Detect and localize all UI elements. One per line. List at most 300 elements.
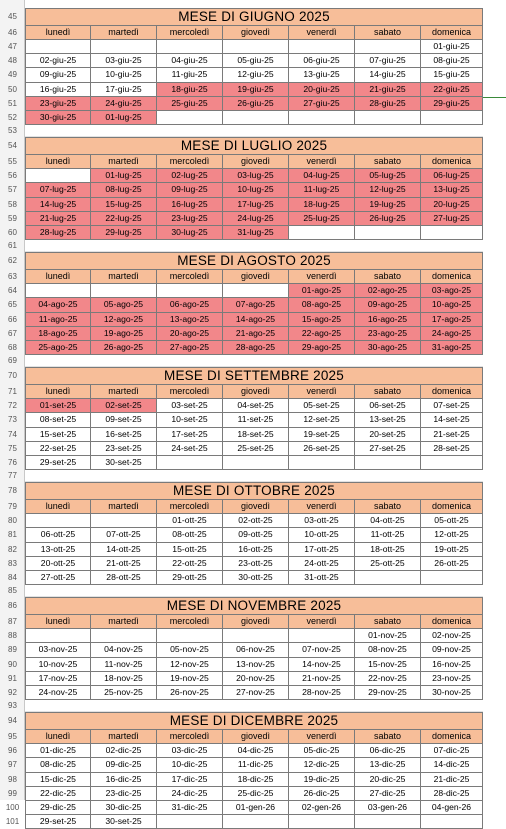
date-cell[interactable]: 07-nov-25 <box>289 643 355 657</box>
weekday-header[interactable]: venerdì <box>289 26 355 40</box>
weekday-header[interactable]: domenica <box>421 730 483 744</box>
date-cell[interactable]: 15-set-25 <box>25 428 91 442</box>
date-cell[interactable]: 11-set-25 <box>223 413 289 427</box>
date-cell[interactable]: 17-set-25 <box>157 428 223 442</box>
date-cell[interactable]: 22-dic-25 <box>25 787 91 801</box>
weekday-header[interactable]: martedì <box>91 500 157 514</box>
date-cell[interactable]: 05-ott-25 <box>421 514 483 528</box>
weekday-header[interactable]: lunedì <box>25 615 91 629</box>
weekday-header[interactable]: lunedì <box>25 385 91 399</box>
date-cell[interactable]: 01-ott-25 <box>157 514 223 528</box>
weekday-header[interactable]: sabato <box>355 730 421 744</box>
date-cell[interactable]: 01-giu-25 <box>421 40 483 54</box>
weekday-header[interactable]: giovedì <box>223 615 289 629</box>
date-cell[interactable]: 05-lug-25 <box>355 169 421 183</box>
date-cell[interactable]: 23-ott-25 <box>223 557 289 571</box>
date-cell[interactable]: 25-ott-25 <box>355 557 421 571</box>
date-cell[interactable]: 15-dic-25 <box>25 773 91 787</box>
date-cell[interactable]: 13-set-25 <box>355 413 421 427</box>
date-cell[interactable]: 30-ago-25 <box>355 341 421 355</box>
date-cell[interactable] <box>157 284 223 298</box>
date-cell[interactable]: 16-giu-25 <box>25 83 91 97</box>
date-cell[interactable]: 19-ott-25 <box>421 543 483 557</box>
weekday-header[interactable]: domenica <box>421 270 483 284</box>
date-cell[interactable] <box>223 629 289 643</box>
date-cell[interactable] <box>289 111 355 125</box>
date-cell[interactable]: 28-nov-25 <box>289 686 355 700</box>
date-cell[interactable]: 06-ago-25 <box>157 298 223 312</box>
date-cell[interactable]: 25-giu-25 <box>157 97 223 111</box>
month-title[interactable]: MESE DI AGOSTO 2025 <box>25 252 483 270</box>
date-cell[interactable]: 18-nov-25 <box>91 672 157 686</box>
date-cell[interactable]: 22-set-25 <box>25 442 91 456</box>
date-cell[interactable] <box>157 815 223 829</box>
date-cell[interactable]: 19-giu-25 <box>223 83 289 97</box>
date-cell[interactable]: 25-ago-25 <box>25 341 91 355</box>
weekday-header[interactable]: mercoledì <box>157 26 223 40</box>
date-cell[interactable]: 30-ott-25 <box>223 571 289 585</box>
date-cell[interactable]: 07-dic-25 <box>421 744 483 758</box>
date-cell[interactable]: 08-ago-25 <box>289 298 355 312</box>
date-cell[interactable]: 05-dic-25 <box>289 744 355 758</box>
date-cell[interactable]: 03-gen-26 <box>355 801 421 815</box>
weekday-header[interactable]: giovedì <box>223 155 289 169</box>
date-cell[interactable]: 17-ott-25 <box>289 543 355 557</box>
date-cell[interactable]: 27-nov-25 <box>223 686 289 700</box>
date-cell[interactable] <box>289 629 355 643</box>
date-cell[interactable]: 08-ott-25 <box>157 528 223 542</box>
date-cell[interactable]: 06-dic-25 <box>355 744 421 758</box>
date-cell[interactable]: 11-giu-25 <box>157 68 223 82</box>
date-cell[interactable]: 13-dic-25 <box>355 758 421 772</box>
date-cell[interactable]: 10-giu-25 <box>91 68 157 82</box>
date-cell[interactable]: 12-set-25 <box>289 413 355 427</box>
weekday-header[interactable]: mercoledì <box>157 155 223 169</box>
weekday-header[interactable]: mercoledì <box>157 730 223 744</box>
date-cell[interactable]: 14-lug-25 <box>25 198 91 212</box>
date-cell[interactable]: 13-nov-25 <box>223 658 289 672</box>
date-cell[interactable]: 26-giu-25 <box>223 97 289 111</box>
date-cell[interactable]: 14-nov-25 <box>289 658 355 672</box>
weekday-header[interactable]: lunedì <box>25 26 91 40</box>
weekday-header[interactable]: sabato <box>355 385 421 399</box>
date-cell[interactable]: 12-ott-25 <box>421 528 483 542</box>
date-cell[interactable]: 02-nov-25 <box>421 629 483 643</box>
date-cell[interactable]: 01-lug-25 <box>91 111 157 125</box>
date-cell[interactable]: 25-set-25 <box>223 442 289 456</box>
date-cell[interactable]: 18-dic-25 <box>223 773 289 787</box>
date-cell[interactable]: 23-lug-25 <box>157 212 223 226</box>
date-cell[interactable] <box>91 40 157 54</box>
date-cell[interactable]: 03-dic-25 <box>157 744 223 758</box>
date-cell[interactable]: 18-ago-25 <box>25 327 91 341</box>
date-cell[interactable]: 21-lug-25 <box>25 212 91 226</box>
date-cell[interactable]: 17-nov-25 <box>25 672 91 686</box>
date-cell[interactable]: 01-dic-25 <box>25 744 91 758</box>
date-cell[interactable]: 22-ott-25 <box>157 557 223 571</box>
date-cell[interactable] <box>421 571 483 585</box>
date-cell[interactable] <box>355 111 421 125</box>
date-cell[interactable]: 27-set-25 <box>355 442 421 456</box>
date-cell[interactable]: 27-giu-25 <box>289 97 355 111</box>
date-cell[interactable]: 17-ago-25 <box>421 313 483 327</box>
date-cell[interactable]: 05-ago-25 <box>91 298 157 312</box>
date-cell[interactable]: 20-giu-25 <box>289 83 355 97</box>
weekday-header[interactable]: martedì <box>91 730 157 744</box>
date-cell[interactable]: 26-dic-25 <box>289 787 355 801</box>
date-cell[interactable]: 22-lug-25 <box>91 212 157 226</box>
date-cell[interactable]: 01-lug-25 <box>91 169 157 183</box>
date-cell[interactable] <box>157 456 223 470</box>
date-cell[interactable]: 03-ott-25 <box>289 514 355 528</box>
date-cell[interactable]: 18-ott-25 <box>355 543 421 557</box>
weekday-header[interactable]: mercoledì <box>157 615 223 629</box>
date-cell[interactable] <box>157 40 223 54</box>
date-cell[interactable]: 18-giu-25 <box>157 83 223 97</box>
date-cell[interactable]: 13-ago-25 <box>157 313 223 327</box>
weekday-header[interactable]: lunedì <box>25 155 91 169</box>
date-cell[interactable]: 27-lug-25 <box>421 212 483 226</box>
date-cell[interactable]: 25-nov-25 <box>91 686 157 700</box>
date-cell[interactable]: 09-lug-25 <box>157 183 223 197</box>
date-cell[interactable]: 05-set-25 <box>289 399 355 413</box>
weekday-header[interactable]: giovedì <box>223 500 289 514</box>
date-cell[interactable]: 07-lug-25 <box>25 183 91 197</box>
date-cell[interactable]: 30-giu-25 <box>25 111 91 125</box>
date-cell[interactable] <box>223 40 289 54</box>
date-cell[interactable]: 31-ott-25 <box>289 571 355 585</box>
date-cell[interactable] <box>25 629 91 643</box>
weekday-header[interactable]: domenica <box>421 26 483 40</box>
date-cell[interactable]: 29-lug-25 <box>91 226 157 240</box>
date-cell[interactable]: 15-ago-25 <box>289 313 355 327</box>
date-cell[interactable]: 24-nov-25 <box>25 686 91 700</box>
date-cell[interactable]: 02-lug-25 <box>157 169 223 183</box>
date-cell[interactable]: 06-nov-25 <box>223 643 289 657</box>
date-cell[interactable]: 01-ago-25 <box>289 284 355 298</box>
weekday-header[interactable]: domenica <box>421 615 483 629</box>
date-cell[interactable]: 06-lug-25 <box>421 169 483 183</box>
date-cell[interactable] <box>223 111 289 125</box>
weekday-header[interactable]: mercoledì <box>157 385 223 399</box>
date-cell[interactable] <box>223 284 289 298</box>
date-cell[interactable]: 21-set-25 <box>421 428 483 442</box>
weekday-header[interactable]: giovedì <box>223 26 289 40</box>
date-cell[interactable] <box>355 40 421 54</box>
date-cell[interactable]: 03-giu-25 <box>91 54 157 68</box>
date-cell[interactable]: 16-nov-25 <box>421 658 483 672</box>
date-cell[interactable]: 03-nov-25 <box>25 643 91 657</box>
date-cell[interactable]: 12-dic-25 <box>289 758 355 772</box>
date-cell[interactable]: 07-ott-25 <box>91 528 157 542</box>
date-cell[interactable]: 28-set-25 <box>421 442 483 456</box>
date-cell[interactable] <box>421 226 483 240</box>
date-cell[interactable]: 11-lug-25 <box>289 183 355 197</box>
month-title[interactable]: MESE DI LUGLIO 2025 <box>25 137 483 155</box>
date-cell[interactable]: 10-ago-25 <box>421 298 483 312</box>
date-cell[interactable]: 04-lug-25 <box>289 169 355 183</box>
date-cell[interactable]: 31-dic-25 <box>157 801 223 815</box>
date-cell[interactable]: 16-lug-25 <box>157 198 223 212</box>
date-cell[interactable]: 15-lug-25 <box>91 198 157 212</box>
date-cell[interactable]: 28-ott-25 <box>91 571 157 585</box>
date-cell[interactable]: 04-ott-25 <box>355 514 421 528</box>
date-cell[interactable]: 11-dic-25 <box>223 758 289 772</box>
date-cell[interactable]: 20-dic-25 <box>355 773 421 787</box>
date-cell[interactable] <box>355 456 421 470</box>
date-cell[interactable]: 22-ago-25 <box>289 327 355 341</box>
month-title[interactable]: MESE DI NOVEMBRE 2025 <box>25 597 483 615</box>
date-cell[interactable]: 22-nov-25 <box>355 672 421 686</box>
date-cell[interactable]: 23-nov-25 <box>421 672 483 686</box>
date-cell[interactable]: 02-dic-25 <box>91 744 157 758</box>
date-cell[interactable]: 27-ago-25 <box>157 341 223 355</box>
date-cell[interactable] <box>355 815 421 829</box>
date-cell[interactable]: 23-ago-25 <box>355 327 421 341</box>
weekday-header[interactable]: domenica <box>421 385 483 399</box>
date-cell[interactable]: 27-ott-25 <box>25 571 91 585</box>
date-cell[interactable]: 18-set-25 <box>223 428 289 442</box>
date-cell[interactable]: 29-giu-25 <box>421 97 483 111</box>
date-cell[interactable]: 09-nov-25 <box>421 643 483 657</box>
date-cell[interactable]: 13-giu-25 <box>289 68 355 82</box>
date-cell[interactable]: 14-ago-25 <box>223 313 289 327</box>
weekday-header[interactable]: lunedì <box>25 270 91 284</box>
date-cell[interactable]: 29-ago-25 <box>289 341 355 355</box>
date-cell[interactable]: 26-ott-25 <box>421 557 483 571</box>
weekday-header[interactable]: giovedì <box>223 270 289 284</box>
date-cell[interactable]: 11-nov-25 <box>91 658 157 672</box>
date-cell[interactable]: 12-lug-25 <box>355 183 421 197</box>
weekday-header[interactable]: martedì <box>91 26 157 40</box>
date-cell[interactable]: 16-ago-25 <box>355 313 421 327</box>
date-cell[interactable]: 10-lug-25 <box>223 183 289 197</box>
date-cell[interactable] <box>421 111 483 125</box>
date-cell[interactable]: 03-lug-25 <box>223 169 289 183</box>
date-cell[interactable]: 24-set-25 <box>157 442 223 456</box>
date-cell[interactable]: 27-dic-25 <box>355 787 421 801</box>
date-cell[interactable]: 19-set-25 <box>289 428 355 442</box>
weekday-header[interactable]: sabato <box>355 500 421 514</box>
weekday-header[interactable]: venerdì <box>289 155 355 169</box>
date-cell[interactable]: 17-dic-25 <box>157 773 223 787</box>
date-cell[interactable]: 21-dic-25 <box>421 773 483 787</box>
date-cell[interactable]: 10-ott-25 <box>289 528 355 542</box>
date-cell[interactable] <box>355 571 421 585</box>
weekday-header[interactable]: giovedì <box>223 730 289 744</box>
weekday-header[interactable]: sabato <box>355 155 421 169</box>
date-cell[interactable]: 06-ott-25 <box>25 528 91 542</box>
weekday-header[interactable]: domenica <box>421 500 483 514</box>
date-cell[interactable]: 24-ott-25 <box>289 557 355 571</box>
date-cell[interactable]: 09-ago-25 <box>355 298 421 312</box>
date-cell[interactable]: 09-giu-25 <box>25 68 91 82</box>
weekday-header[interactable]: giovedì <box>223 385 289 399</box>
date-cell[interactable] <box>289 815 355 829</box>
date-cell[interactable] <box>25 284 91 298</box>
date-cell[interactable]: 20-lug-25 <box>421 198 483 212</box>
date-cell[interactable]: 08-lug-25 <box>91 183 157 197</box>
date-cell[interactable]: 16-set-25 <box>91 428 157 442</box>
date-cell[interactable] <box>91 514 157 528</box>
date-cell[interactable]: 04-gen-26 <box>421 801 483 815</box>
date-cell[interactable]: 15-ott-25 <box>157 543 223 557</box>
weekday-header[interactable]: martedì <box>91 155 157 169</box>
date-cell[interactable]: 08-giu-25 <box>421 54 483 68</box>
date-cell[interactable]: 18-lug-25 <box>289 198 355 212</box>
date-cell[interactable] <box>157 111 223 125</box>
date-cell[interactable]: 04-ago-25 <box>25 298 91 312</box>
date-cell[interactable]: 29-set-25 <box>25 815 91 829</box>
date-cell[interactable]: 07-set-25 <box>421 399 483 413</box>
date-cell[interactable]: 08-nov-25 <box>355 643 421 657</box>
date-cell[interactable]: 21-ago-25 <box>223 327 289 341</box>
date-cell[interactable]: 20-ott-25 <box>25 557 91 571</box>
date-cell[interactable] <box>355 226 421 240</box>
date-cell[interactable]: 04-giu-25 <box>157 54 223 68</box>
date-cell[interactable]: 02-gen-26 <box>289 801 355 815</box>
weekday-header[interactable]: domenica <box>421 155 483 169</box>
month-title[interactable]: MESE DI GIUGNO 2025 <box>25 8 483 26</box>
month-title[interactable]: MESE DI SETTEMBRE 2025 <box>25 367 483 385</box>
date-cell[interactable]: 07-ago-25 <box>223 298 289 312</box>
date-cell[interactable]: 26-nov-25 <box>157 686 223 700</box>
date-cell[interactable]: 24-giu-25 <box>91 97 157 111</box>
date-cell[interactable]: 17-giu-25 <box>91 83 157 97</box>
date-cell[interactable]: 22-giu-25 <box>421 83 483 97</box>
date-cell[interactable]: 11-ago-25 <box>25 313 91 327</box>
date-cell[interactable]: 20-nov-25 <box>223 672 289 686</box>
date-cell[interactable]: 26-set-25 <box>289 442 355 456</box>
date-cell[interactable]: 07-giu-25 <box>355 54 421 68</box>
date-cell[interactable]: 29-dic-25 <box>25 801 91 815</box>
date-cell[interactable]: 13-ott-25 <box>25 543 91 557</box>
date-cell[interactable] <box>421 456 483 470</box>
date-cell[interactable]: 09-set-25 <box>91 413 157 427</box>
weekday-header[interactable]: sabato <box>355 26 421 40</box>
date-cell[interactable] <box>91 629 157 643</box>
date-cell[interactable]: 25-dic-25 <box>223 787 289 801</box>
date-cell[interactable]: 06-set-25 <box>355 399 421 413</box>
date-cell[interactable]: 17-lug-25 <box>223 198 289 212</box>
date-cell[interactable]: 10-nov-25 <box>25 658 91 672</box>
weekday-header[interactable]: martedì <box>91 615 157 629</box>
date-cell[interactable]: 21-ott-25 <box>91 557 157 571</box>
weekday-header[interactable]: martedì <box>91 385 157 399</box>
date-cell[interactable] <box>25 40 91 54</box>
date-cell[interactable] <box>25 169 91 183</box>
date-cell[interactable]: 29-ott-25 <box>157 571 223 585</box>
date-cell[interactable]: 26-ago-25 <box>91 341 157 355</box>
weekday-header[interactable]: mercoledì <box>157 500 223 514</box>
date-cell[interactable]: 02-set-25 <box>91 399 157 413</box>
date-cell[interactable]: 21-giu-25 <box>355 83 421 97</box>
date-cell[interactable]: 04-nov-25 <box>91 643 157 657</box>
date-cell[interactable]: 16-ott-25 <box>223 543 289 557</box>
weekday-header[interactable]: venerdì <box>289 500 355 514</box>
date-cell[interactable]: 23-dic-25 <box>91 787 157 801</box>
weekday-header[interactable]: sabato <box>355 615 421 629</box>
date-cell[interactable]: 31-lug-25 <box>223 226 289 240</box>
date-cell[interactable]: 08-dic-25 <box>25 758 91 772</box>
date-cell[interactable]: 23-giu-25 <box>25 97 91 111</box>
date-cell[interactable]: 12-ago-25 <box>91 313 157 327</box>
date-cell[interactable]: 09-dic-25 <box>91 758 157 772</box>
date-cell[interactable]: 02-ago-25 <box>355 284 421 298</box>
date-cell[interactable]: 28-giu-25 <box>355 97 421 111</box>
weekday-header[interactable]: mercoledì <box>157 270 223 284</box>
date-cell[interactable]: 09-ott-25 <box>223 528 289 542</box>
date-cell[interactable]: 04-dic-25 <box>223 744 289 758</box>
date-cell[interactable]: 19-nov-25 <box>157 672 223 686</box>
weekday-header[interactable]: venerdì <box>289 270 355 284</box>
date-cell[interactable]: 02-giu-25 <box>25 54 91 68</box>
date-cell[interactable]: 02-ott-25 <box>223 514 289 528</box>
date-cell[interactable]: 21-nov-25 <box>289 672 355 686</box>
date-cell[interactable]: 14-giu-25 <box>355 68 421 82</box>
date-cell[interactable]: 29-nov-25 <box>355 686 421 700</box>
date-cell[interactable]: 28-lug-25 <box>25 226 91 240</box>
date-cell[interactable]: 19-ago-25 <box>91 327 157 341</box>
date-cell[interactable]: 01-set-25 <box>25 399 91 413</box>
date-cell[interactable]: 30-dic-25 <box>91 801 157 815</box>
date-cell[interactable]: 10-set-25 <box>157 413 223 427</box>
weekday-header[interactable]: sabato <box>355 270 421 284</box>
date-cell[interactable]: 01-gen-26 <box>223 801 289 815</box>
date-cell[interactable]: 24-ago-25 <box>421 327 483 341</box>
date-cell[interactable]: 31-ago-25 <box>421 341 483 355</box>
date-cell[interactable]: 30-set-25 <box>91 456 157 470</box>
weekday-header[interactable]: martedì <box>91 270 157 284</box>
date-cell[interactable] <box>289 456 355 470</box>
date-cell[interactable]: 01-nov-25 <box>355 629 421 643</box>
date-cell[interactable]: 20-ago-25 <box>157 327 223 341</box>
date-cell[interactable]: 14-dic-25 <box>421 758 483 772</box>
date-cell[interactable]: 23-set-25 <box>91 442 157 456</box>
date-cell[interactable]: 13-lug-25 <box>421 183 483 197</box>
date-cell[interactable] <box>223 456 289 470</box>
date-cell[interactable] <box>157 629 223 643</box>
date-cell[interactable]: 08-set-25 <box>25 413 91 427</box>
date-cell[interactable] <box>289 40 355 54</box>
date-cell[interactable]: 29-set-25 <box>25 456 91 470</box>
weekday-header[interactable]: venerdì <box>289 385 355 399</box>
date-cell[interactable]: 26-lug-25 <box>355 212 421 226</box>
date-cell[interactable]: 30-nov-25 <box>421 686 483 700</box>
date-cell[interactable]: 16-dic-25 <box>91 773 157 787</box>
weekday-header[interactable]: lunedì <box>25 500 91 514</box>
month-title[interactable]: MESE DI DICEMBRE 2025 <box>25 712 483 730</box>
date-cell[interactable] <box>91 284 157 298</box>
weekday-header[interactable]: venerdì <box>289 730 355 744</box>
date-cell[interactable] <box>223 815 289 829</box>
date-cell[interactable]: 28-dic-25 <box>421 787 483 801</box>
date-cell[interactable]: 12-nov-25 <box>157 658 223 672</box>
month-title[interactable]: MESE DI OTTOBRE 2025 <box>25 482 483 500</box>
date-cell[interactable]: 30-set-25 <box>91 815 157 829</box>
date-cell[interactable]: 19-dic-25 <box>289 773 355 787</box>
date-cell[interactable] <box>421 815 483 829</box>
date-cell[interactable]: 04-set-25 <box>223 399 289 413</box>
date-cell[interactable]: 05-nov-25 <box>157 643 223 657</box>
weekday-header[interactable]: lunedì <box>25 730 91 744</box>
date-cell[interactable]: 24-lug-25 <box>223 212 289 226</box>
date-cell[interactable]: 28-ago-25 <box>223 341 289 355</box>
date-cell[interactable]: 03-set-25 <box>157 399 223 413</box>
date-cell[interactable]: 15-giu-25 <box>421 68 483 82</box>
date-cell[interactable]: 12-giu-25 <box>223 68 289 82</box>
date-cell[interactable]: 30-lug-25 <box>157 226 223 240</box>
